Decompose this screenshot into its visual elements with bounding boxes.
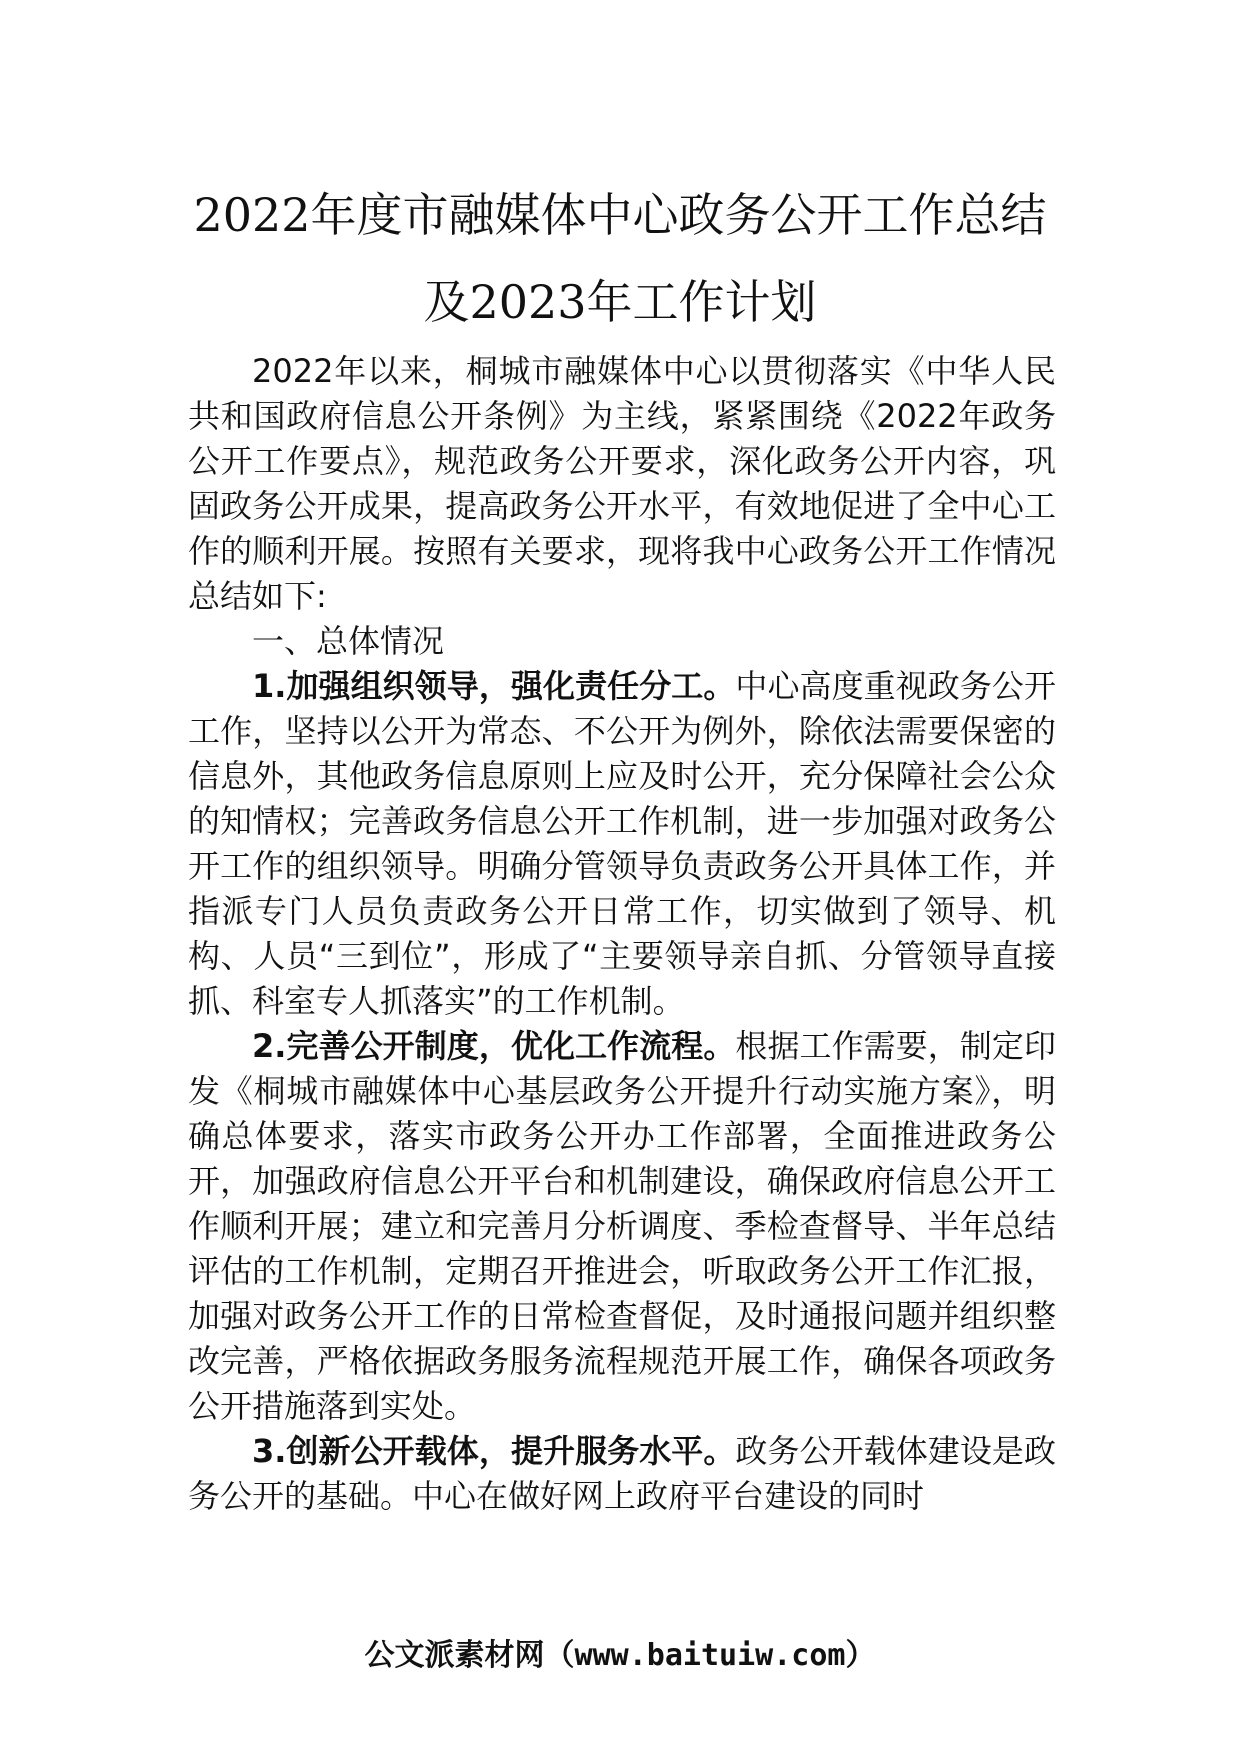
item-heading: 2.完善公开制度，优化工作流程。 [252, 1027, 736, 1065]
section-heading-overview: 一、总体情况 [252, 622, 445, 660]
document-title-line-1: 2022年度市融媒体中心政务公开工作总结 [193, 188, 1047, 242]
document-body [188, 349, 1056, 1519]
item-text: 中心高度重视政务公开工作，坚持以公开为常态、不公开为例外，除依法需要保密的信息外，其他政务信息原则上应及时公开，充分保障社会公众的知情权；完善政务信息公开工作机制，进一步加强对政务公开工作的组织领导。明确分管领导负责政务公开具体工作，并指派专门人员负责政务公开日常工作，切实做到了领导、机构、人员“三到位”，形成了“主要领导亲自抓、分管领导直接抓、科室专人抓落实”的工作机制。 [188, 667, 1056, 1020]
document-title-line-2: 及2023年工作计划 [423, 275, 817, 329]
intro-paragraph: 2022年以来，桐城市融媒体中心以贯彻落实《中华人民共和国政府信息公开条例》为主线，紧紧围绕《2022年政务公开工作要点》，规范政务公开要求，深化政务公开内容，巩固政务公开成果，提高政务公开水平，有效地促进了全中心工作的顺利开展。按照有关要求，现将我中心政务公开工作情况总结如下: [188, 352, 1056, 615]
item-paragraph [188, 1429, 1056, 1519]
item-paragraph [188, 1024, 1056, 1429]
item-paragraph [188, 664, 1056, 1024]
item-heading: 1.加强组织领导，强化责任分工。 [252, 667, 736, 705]
footer-watermark: 公文派素材网（www.baituiw.com） [364, 1638, 876, 1673]
item-text: 根据工作需要，制定印发《桐城市融媒体中心基层政务公开提升行动实施方案》，明确总体要求，落实市政务公开办工作部署，全面推进政务公开，加强政府信息公开平台和机制建设，确保政府信息公开工作顺利开展；建立和完善月分析调度、季检查督导、半年总结评估的工作机制，定期召开推进会，听取政务公开工作汇报，加强对政务公开工作的日常检查督促，及时通报问题并组织整改完善，严格依据政务服务流程规范开展工作，确保各项政务公开措施落到实处。 [188, 1027, 1056, 1425]
item-heading: 3.创新公开载体，提升服务水平。 [252, 1432, 736, 1470]
item-text: 政务公开载体建设是政务公开的基础。中心在做好网上政府平台建设的同时 [188, 1432, 1056, 1515]
